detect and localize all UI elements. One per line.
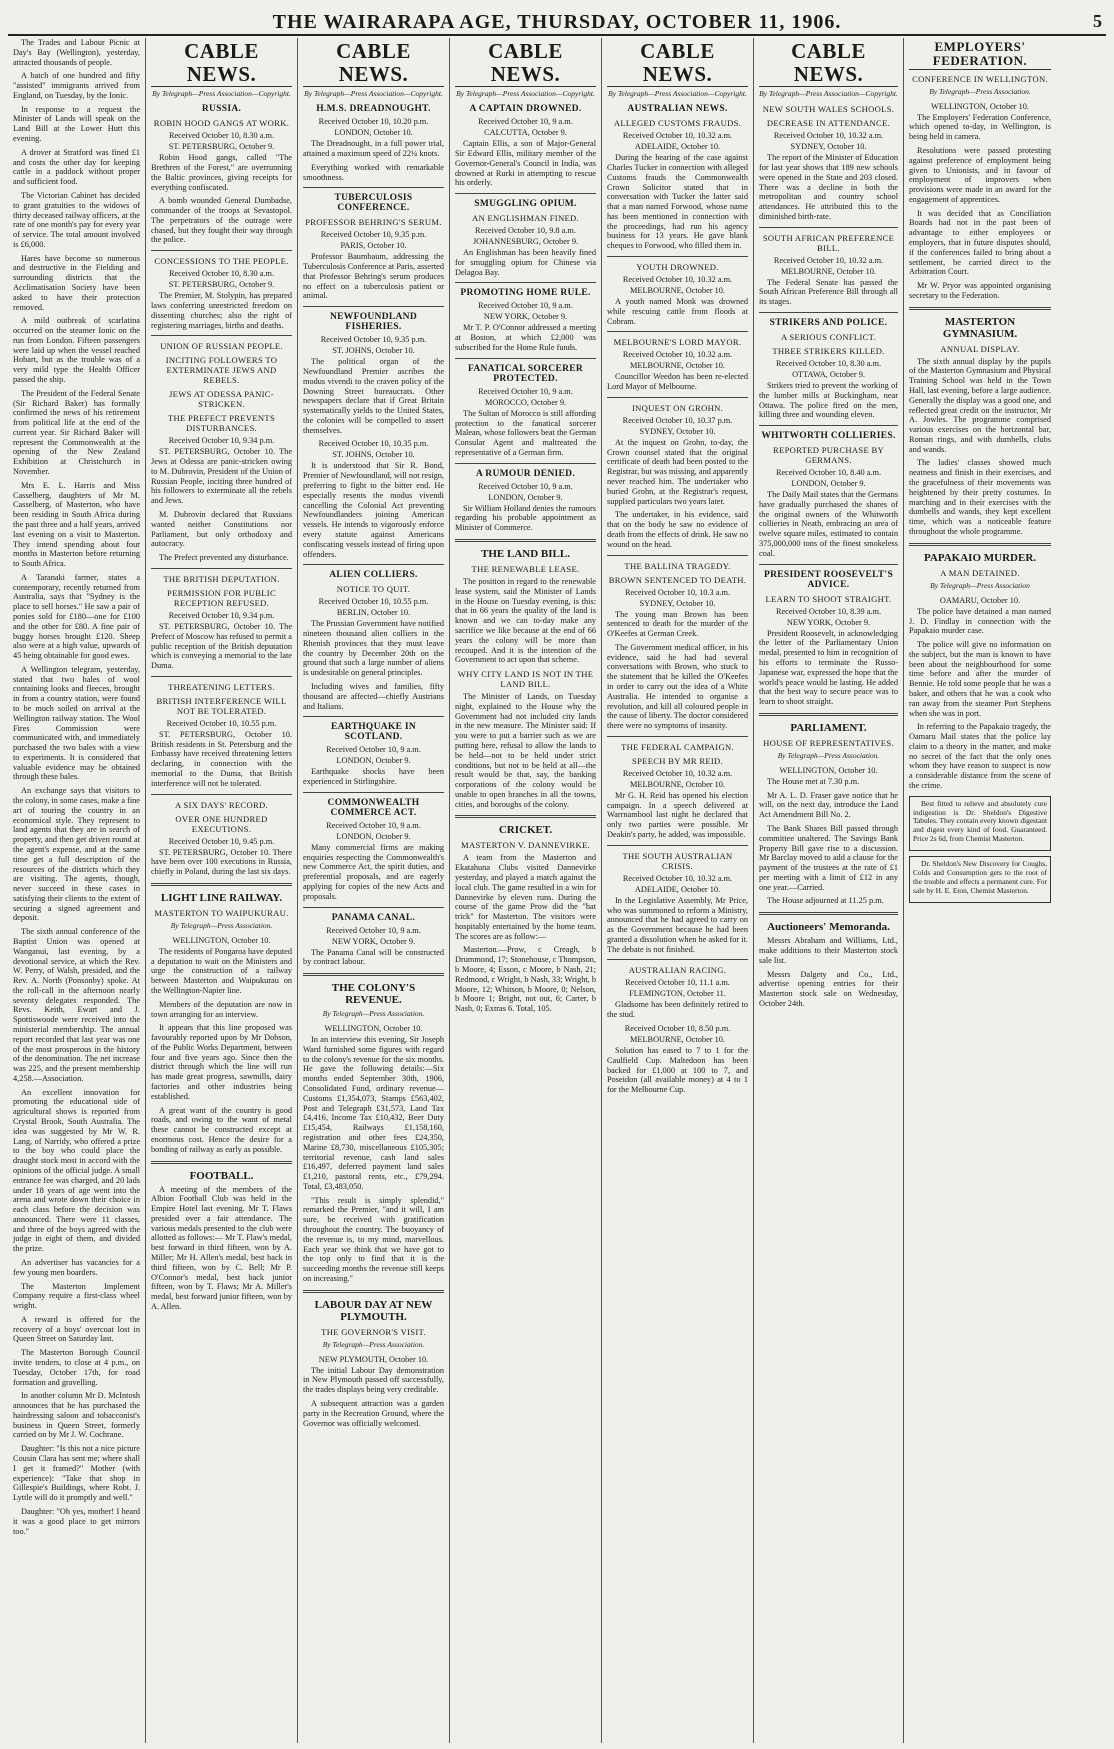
- divider: [607, 256, 748, 257]
- subheading: THE BALLINA TRAGEDY.: [624, 560, 731, 571]
- subheading: OVER ONE HUNDRED EXECUTIONS.: [175, 813, 268, 834]
- section-heading: TUBERCULOSIS CONFERENCE.: [334, 193, 413, 214]
- divider: [759, 564, 898, 565]
- article-text: Everything worked with remarkable smoothness.: [303, 162, 444, 182]
- dateline: JOHANNESBURG, October 9.: [472, 237, 579, 247]
- local-item: A Taranaki farmer, states a contemporary, recently returned from Australia, says that "Sydney is the place to sell horses." He saw a pair of ponies sold for £180—one for £100 and the other for £80. A fine pair of buggy horses brought £120. Sheep also were at a high value, upwards of 45 being obtainable for good ewes.: [13, 572, 140, 661]
- article-text: In an interview this evening, Sir Joseph Ward furnished some figures with regard to the colony's revenue for the six months. He gave the following details:—Six months ended September 30th, 1906, Consolidated Fund, ordinary revenue—Customs £1,354,073, Stamps £563,402, Post and Telegraph £31,573, Land Tax £4,416, Income Tax £10,432, Beer Duty £15,454, Railways £1,158,160, registration and other fees £24,350, Marine £8,730, miscellaneous £105,305; territorial revenue, cash land sales £16,497, deferred payment land sales £1,210, pastoral rents, etc., £79,294. Total, £3,483,050.: [303, 1035, 444, 1191]
- divider: [151, 883, 292, 886]
- article-text: The Government medical officer, in his evidence, said he had had several conversations with Brown, who stuck to the statement that he killed the O'Keefes in order to carry out the idea of a White Australia. He intended to organise a revolution, and kill all coloured people in the cause of liberty. The doctor considered there were no symptoms of insanity.: [607, 642, 748, 731]
- divider: [455, 282, 596, 283]
- subheading: ALLEGED CUSTOMS FRAUDS.: [613, 118, 742, 129]
- section-heading: A CAPTAIN DROWNED.: [469, 104, 582, 115]
- divider: [607, 845, 748, 846]
- divider: [455, 539, 596, 542]
- divider: [759, 425, 898, 426]
- section-heading: A RUMOUR DENIED.: [475, 468, 575, 479]
- article-text: The Dreadnought, in a full power trial, attained a maximum speed of 22¼ knots.: [303, 139, 444, 158]
- subheading: A MAN DETAINED.: [940, 567, 1020, 578]
- received-line: Received October 10, 8.30 a.m.: [168, 269, 275, 279]
- article-text: The political organ of the Newfoundland Premier ascribes the modus vivendi to the craven policy of the Downing Street bureaucrats. Other newspapers declare that if Great Britain systematically yields to the United States, the colonies will be compelled to assert themselves.: [303, 357, 444, 435]
- subheading: ROBIN HOOD GANGS AT WORK.: [153, 118, 290, 129]
- received-line: Received October 10, 9.8 a.m.: [475, 226, 576, 236]
- article-text: Messrs Abraham and Williams, Ltd., make additions to their Masterton stock sale list.: [759, 936, 898, 965]
- article-text: The Bank Shares Bill passed through committee unaltered. The Savings Bank Property Bill gave rise to a discussion. Mr Barclay moved to add a clause for the payment of the trustees at the rate of £1 per meeting with a limit of £12 in any one year.—Carried.: [759, 823, 898, 892]
- subheading: INCITING FOLLOWERS TO EXTERMINATE JEWS AND REBELS.: [165, 355, 278, 386]
- received-line: Received October 10, 9.34 p.m.: [168, 610, 275, 620]
- subheading: CONCESSIONS TO THE PEOPLE.: [154, 256, 289, 267]
- dateline: LONDON, October 9.: [791, 479, 866, 489]
- dateline: LONDON, October 9.: [336, 831, 411, 841]
- dateline: WELLINGTON, October 10.: [172, 935, 271, 945]
- subheading: BROWN SENTENCED TO DEATH.: [608, 574, 747, 585]
- divider: [607, 331, 748, 332]
- section-heading: LABOUR DAY AT NEW PLYMOUTH.: [314, 1298, 433, 1323]
- section-heading: FANATICAL SORCERER PROTECTED.: [467, 363, 584, 384]
- dateline: ST. PETERSBURG, October 9.: [168, 280, 275, 290]
- divider: [151, 250, 292, 251]
- section-heading: PAPAKAIO MURDER.: [923, 551, 1037, 564]
- article-text: Councillor Weedon has been re-elected Lord Mayor of Melbourne.: [607, 372, 748, 392]
- section-heading: Auctioneers' Memoranda.: [767, 921, 890, 934]
- article-text: An Englishman has been heavily fined for smuggling opium for Chinese via Delagoa Bay.: [455, 248, 596, 277]
- subheading: A SERIOUS CONFLICT.: [780, 332, 877, 342]
- section-heading: STRIKERS AND POLICE.: [769, 318, 888, 328]
- received-line: Received October 10, 10.32 a.m.: [773, 255, 884, 265]
- divider: [303, 187, 444, 188]
- received-line: Received October 10, 9.35 p.m.: [320, 230, 427, 240]
- article-text: The Minister of Lands, on Tuesday night, explained to the House why the Government had not included city lands in the new measure. The Minister said: If you were to put a barrier such as we are putting here, refusal to allow the lands to be held—not to be held under strict conditions, but not to be held at all—the result would be that, say, the banking corporations of the colony would be unable to open branches in all the towns, cities, and boroughs of the colony.: [455, 692, 596, 809]
- received-line: Received October 10, 9 a.m.: [478, 301, 573, 311]
- article-text: The House met at 7.30 p.m.: [767, 776, 860, 786]
- subheading: A SIX DAYS' RECORD.: [175, 799, 268, 810]
- received-line: Received October 10, 10.55 p.m.: [318, 597, 429, 607]
- article-text: In the Legislative Assembly, Mr Price, who was summoned to reform a Ministry, announced that he had agreed to carry on as the Government because he had been granted a dissolution when he asked for it. The debate is not finished.: [607, 895, 748, 954]
- article-text: ST. PETERSBURG, October 10. The Jews at Odessa are panic-stricken owing to M. Dubrovin, President of the Union of Russian People, inciting three hundred of his followers to exterminate all the rebels and Jews.: [151, 447, 292, 506]
- article-text: The Sultan of Morocco is still affording protection to the fanatical sorcerer Malean, whose followers beat the German Consular Agent and maltreated the representative of a German firm.: [455, 408, 596, 457]
- article-text: ST. PETERSBURG, October 10. There have been over 100 executions in Russia, chiefly in Poland, during the last six days.: [151, 847, 292, 877]
- subheading: LEARN TO SHOOT STRAIGHT.: [765, 593, 892, 604]
- article-text: The Employers' Federation Conference, which opened to-day, in Wellington, is being held in camera.: [909, 112, 1051, 142]
- divider: [607, 397, 748, 398]
- local-item: The Trades and Labour Picnic at Day's Bay (Wellington), yesterday, attracted thousands of people.: [13, 38, 140, 67]
- article-text: The Daily Mail states that the Germans have gradually purchased the shares of the original owners of the Whitworth collieries in Neath, embracing an area of twelve square miles, estimated to contain 375,000,000 tons of the finest smokeless coal.: [759, 490, 898, 558]
- section-heading: SMUGGLING OPIUM.: [474, 199, 577, 210]
- column-cable-news-world: [298, 38, 450, 1743]
- column-employers-federation: [904, 38, 1056, 1743]
- article-text: Resolutions were passed protesting against preference of employment being given to Unionists, and in favour of employment of improvers when provisions were made in an award for the engagement of apprentices.: [909, 145, 1051, 204]
- column-heading: CABLE NEWS.: [303, 40, 444, 87]
- article-text: The report of the Minister of Education for last year shows that 189 new schools were opened in the State and 203 closed. There was a decline in both the metropolitan and country school attendances. He attributed this to the diminished birth-rate.: [759, 153, 898, 221]
- section-heading: WHITWORTH COLLIERIES.: [761, 431, 896, 442]
- section-heading: PARLIAMENT.: [790, 721, 867, 734]
- subheading: THE FEDERAL CAMPAIGN.: [621, 741, 734, 752]
- dateline: MELBOURNE, October 10.: [630, 1035, 725, 1045]
- divider: [303, 907, 444, 908]
- dateline: MELBOURNE, October 10.: [630, 286, 725, 295]
- dateline: NEW YORK, October 9.: [483, 312, 568, 322]
- divider: [455, 815, 596, 818]
- subheading: AUSTRALIAN RACING.: [628, 965, 727, 976]
- dateline: NEW YORK, October 9.: [786, 617, 871, 627]
- local-item: An exchange says that visitors to the colony, in some cases, make a fine art of touring the country in an economical style. They represent to land agents that they are in search of property, and then get driven round at the agent's expense, and at the same time get a full description of the resources of the districts which they are visiting. The agents, though, never succeed in these cases in satisfying their clients to the extent of securing a signed agreement and deposit.: [13, 786, 140, 923]
- subheading: DECREASE IN ATTENDANCE.: [766, 118, 891, 129]
- section-heading: CRICKET.: [498, 824, 553, 837]
- article-text: Solution has eased to 7 to 1 for the Caulfield Cup. Maltedoon has been backed for £1,000 at 100 to 7, and Poseidon (all available money) at 4 to 1 for the Melbourne Cup.: [607, 1046, 748, 1095]
- advertisement: [909, 796, 1051, 852]
- local-item: The President of the Federal Senate (Sir Richard Baker) has formally confirmed the news of his retirement from political life at the end of the current year. Sir Richard Baker will represent the Commonwealth at the opening of the New Zealand Exhibition at Christchurch in November.: [13, 388, 140, 477]
- dateline: ST. JOHNS, October 10.: [332, 346, 415, 356]
- divider: [303, 1290, 444, 1293]
- dateline: MOROCCO, October 9.: [484, 397, 567, 407]
- subheading: YOUTH DROWNED.: [636, 262, 719, 272]
- column-heading: CABLE NEWS.: [759, 40, 898, 87]
- article-text: Many commercial firms are making enquiries respecting the Commonwealth's new Commerce Act, the spirit duties, and preferential proposals, and are eagerly applying for copies of the new Acts and proposals.: [303, 842, 444, 901]
- local-item: An excellent innovation for promoting the educational side of agricultural shows is reported from Crystal Brook, South Australia. The idea was suggested by Mr W. R. Lang, of Narridy, who offered a prize to the boy who could place the draught stock most in accord with the opinions of the official judge. A small entrance fee was charged, and 20 lads under 18 years of age went into the arena and wrote down their choice in each class before the decision was announced. There were 11 classes, and three of the boys agreed with the judge in eight of them, and divided the prize.: [13, 1087, 140, 1254]
- dateline: ST. JOHNS, October 10.: [332, 450, 415, 460]
- received-line: Received October 10, 9 a.m.: [478, 117, 573, 127]
- received-line: Received October 10, 10.35 p.m.: [318, 439, 429, 449]
- article-text: President Roosevelt, in acknowledging the letter of the Parliamentary Union medal, presented to him in recognition of his efforts to terminate the Russo-Japanese war, expressed the hope that the world's peace would be lasting. He added that the best way to secure peace was to learn to shoot straight.: [759, 628, 898, 707]
- article-text: The police have detained a man named J. D. Findlay in connection with the Papakaio murder case.: [909, 606, 1051, 636]
- dateline: LONDON, October 9.: [336, 756, 411, 766]
- received-line: Received October 10, 11.1 a.m.: [625, 978, 730, 988]
- article-text: The residents of Pongaroa have deputed a deputation to wait on the Ministers and urge the construction of a railway between Masterton and Waipukurau on the Wellington-Napier line.: [151, 946, 292, 995]
- article-text: Robin Hood gangs, called "The Brethren of the Forest," are overrunning the Baltic provinces, giving receipts for everything confiscated.: [151, 153, 292, 192]
- article-text: Members of the deputation are now in town arranging for an interview.: [151, 999, 292, 1019]
- dateline: OTTAWA, October 9.: [792, 370, 865, 379]
- credit-line: By Telegraph—Press Association—Copyright.: [608, 89, 747, 99]
- local-item: In another column Mr D. McIntosh announces that he has purchased the hairdressing saloon and tobacconist's business in Queen Street, formerly carried on by Mr J. W. Cochrane.: [13, 1391, 140, 1440]
- divider: [151, 676, 292, 677]
- credit-line: By Telegraph—Press Association.: [322, 1009, 425, 1019]
- subheading: MASTERTON V. DANNEVIRKE.: [461, 840, 590, 851]
- dateline: LONDON, October 9.: [488, 492, 563, 502]
- local-item: The Masterton Borough Council invite tenders, to close at 4 p.m., on Tuesday, October 17th, for road formation and gravelling.: [13, 1348, 140, 1387]
- dateline: ADELAIDE, October 10.: [634, 884, 721, 894]
- divider: [607, 555, 748, 556]
- section-heading: COMMONWEALTH COMMERCE ACT.: [327, 797, 420, 818]
- newspaper-title: THE WAIRARAPA AGE, THURSDAY, OCTOBER 11, 1906.: [272, 11, 842, 33]
- article-text: In referring to the Papakaio tragedy, the Oamaru Mail states that the police lay claim to a theory in the matter, and make no secret of the fact that the only ones whom they have reason to suspect is now a considerable distance from the scene of the crime.: [909, 722, 1051, 790]
- subheading: CONFERENCE IN WELLINGTON.: [912, 73, 1048, 84]
- divider: [303, 564, 444, 565]
- subheading: THE PREFECT PREVENTS DISTURBANCES.: [167, 413, 276, 434]
- page-number: 5: [1093, 11, 1102, 31]
- received-line: Received October 10, 10.20 p.m.: [318, 117, 429, 127]
- received-line: Received October 10, 10.32 a.m.: [773, 131, 884, 141]
- article-text: The young man Brown has been sentenced to death for the murder of the O'Keefes at German Creek.: [607, 609, 748, 639]
- section-heading: PANAMA CANAL.: [331, 912, 416, 923]
- divider: [455, 193, 596, 194]
- credit-line: By Telegraph—Press Association.: [322, 1339, 425, 1349]
- received-line: Received October 10, 10.55 p.m.: [166, 718, 277, 728]
- received-line: Received October 10, 9 a.m.: [478, 386, 573, 396]
- article-text: A meeting of the members of the Albion Football Club was held in the Empire Hotel last evening. Mr T. Flaws presided over a fair attendance. The various medals presented to the club were allotted as follows:— Mr T. Flaw's medal, best forward in third fifteen, won by A. Miller; Mr H. Allen's medal, best back in third fifteen, won by C. Bell; Mr P. O'Connor's medal, best back junior fifteen, won by T. Flaws; Mr A. Miller's medal, best forward junior fifteen, won by A. Allen.: [151, 1184, 292, 1311]
- divider: [151, 794, 292, 795]
- dateline: PARIS, October 10.: [340, 241, 407, 251]
- article-text: ST. PETERSBURG, October 10. The Prefect of Moscow has refused to permit a public reception of the British deputation which is conveying a memorial to the late Duma.: [151, 621, 292, 671]
- article-text: The position in regard to the renewable lease system, said the Minister of Lands in the House on Tuesday evening, is this: that in 66 years the quality of the land is known and we can to-day make any sacrifice we like because at the end of 66 years the colony will be more than recouped. And it is the intention of the Government to act upon that scheme.: [455, 577, 596, 665]
- local-item: Hares have become so numerous and destructive in the Fielding and surrounding districts that the Acclimatisation Society have been asked to have their protection removed.: [13, 253, 140, 312]
- divider: [759, 912, 898, 915]
- dateline: BERLIN, October 10.: [336, 608, 411, 618]
- dateline: OAMARU, October 10.: [939, 595, 1021, 605]
- credit-line: By Telegraph—Press Association.: [170, 920, 273, 930]
- subheading: REPORTED PURCHASE BY GERMANS.: [772, 445, 884, 466]
- article-text: At the inquest on Grohn, to-day, the Crown counsel stated that the original certificate of death had been posted to the Registrar, but was missing, and apparently never reached him. The undertaker who buried Grohn, at the Registrar's request, supplied particulars two years later.: [607, 437, 748, 506]
- column-heading: CABLE NEWS.: [607, 40, 748, 87]
- subheading: THE GOVERNOR'S VISIT.: [321, 1326, 426, 1337]
- subheading: PERMISSION FOR PUBLIC RECEPTION REFUSED.: [167, 587, 276, 608]
- ad-text: Best fitted to relieve and absolutely cure indigestion is Dr. Sheldon's Digestive Tabules. They contain every known digestant and digest every kind of food. Guaranteed. Price 2s 6d, from Chemist Masterton.: [913, 798, 1047, 843]
- section-heading: EARTHQUAKE IN SCOTLAND.: [330, 722, 417, 743]
- subheading: UNION OF RUSSIAN PEOPLE.: [160, 341, 283, 352]
- section-heading: THE COLONY'S REVENUE.: [331, 982, 416, 1007]
- article-text: The ladies' classes showed much neatness and finish in their exercises, and the gracefulness of their movements was heightened by their pretty costumes. In marching and in their exercises with the dumbells and wands, they kept excellent time, which was a noticeable feature throughout the whole programme.: [909, 458, 1051, 536]
- dateline: ADELAIDE, October 10.: [634, 142, 721, 152]
- subheading: HOUSE OF REPRESENTATIVES.: [763, 737, 894, 748]
- divider: [909, 543, 1051, 546]
- article-text: The Prussian Government have notified nineteen thousand alien colliers in the Rhenish provinces that they must leave the country by December 20th on the ground that such a large number of aliens is undesirable on general principles.: [303, 619, 444, 678]
- advertisement: [909, 856, 1051, 903]
- section-heading: PRESIDENT ROOSEVELT'S ADVICE.: [763, 569, 894, 590]
- dateline: WELLINGTON, October 10.: [324, 1024, 423, 1034]
- subheading: AN ENGLISHMAN FINED.: [472, 213, 579, 224]
- article-text: Messrs Dalgety and Co., Ltd., advertise opening entries for their Masterton stock sale on Wednesday, October 24th.: [759, 969, 898, 1008]
- local-item: A Wellington telegram, yesterday, stated that two bales of wool containing looks and fleeces, brought in from a country station, were found to be much soiled on arrival at the Wellington railway station. The Wool Fires Commission were communicated with, and immediately purchased the two bales with a view to experiments. It is considered that valuable evidence may be obtained through these bales.: [13, 664, 140, 782]
- article-text: The Federal Senate has passed the South African Preference Bill through all its stages.: [759, 277, 898, 307]
- section-heading: LIGHT LINE RAILWAY.: [160, 891, 283, 904]
- local-item: Daughter: "Oh yes, mother! I heard it was a good place to get mirrors too.": [13, 1506, 140, 1536]
- received-line: Received October 10, 9.34 p.m.: [168, 436, 275, 446]
- subheading: THE BRITISH DEPUTATION.: [163, 573, 280, 584]
- article-text: Gladsome has been definitely retired to the stud.: [607, 1000, 748, 1020]
- local-item: The Masterton Implement Company require a first-class wheel wright.: [13, 1281, 140, 1311]
- article-text: Mr W. Pryor was appointed organising secretary to the Federation.: [909, 281, 1051, 300]
- credit-line: By Telegraph—Press Association—Copyright.: [304, 89, 443, 99]
- column-cable-news-misc: [450, 38, 602, 1743]
- article-text: The Prefect prevented any disturbance.: [159, 553, 289, 563]
- dateline: SYDNEY, October 10.: [639, 426, 716, 436]
- divider: [759, 312, 898, 313]
- divider: [303, 973, 444, 976]
- credit-line: By Telegraph—Press Association—Copyright.: [759, 89, 898, 99]
- section-heading: ALIEN COLLIERS.: [329, 570, 418, 581]
- article-text: A team from the Masterton and Ekatahuna Clubs visited Dannevirke yesterday, and played a match against the local club. The game resulted in a win for Dannevirke by eleven runs. During the course of the game Prow did the "hat trick" for Masterton. The visitors were hospitably entertained by the home team. The scores are as follow:—: [455, 853, 596, 941]
- subheading: WHY CITY LAND IS NOT IN THE LAND BILL.: [457, 669, 594, 690]
- local-item: Mrs E. L. Harris and Miss Casselberg, daughters of Mr M. Casselberg, of Masterton, who have been residing in South Africa during the past three and a half years, arrived last evening on a visit to Masterton. They intend spending about four months in Masterton before returning to South Africa.: [13, 480, 140, 569]
- masthead: [8, 8, 1106, 36]
- credit-line: By Telegraph—Press Association—Copyright.: [152, 89, 291, 99]
- article-text: Including wives and families, fifty thousand are affected—chiefly Austrians and Italians.: [303, 681, 444, 711]
- article-text: M. Dubrovin declared that Russians wanted neither Constitutions nor Parliament, but only orthodoxy and autocracy.: [151, 510, 292, 549]
- divider: [455, 463, 596, 464]
- local-item: A drover at Stratford was fined £1 and costs the other day for keeping cattle in a paddock without proper and sufficient food.: [13, 147, 140, 187]
- received-line: Received October 10, 10.32 a.m.: [622, 768, 733, 778]
- article-text: It appears that this line proposed was favourably reported upon by Mr Dobson, of the Public Works Department, between four and five years ago. Since then the district through which the line will run has made great progress, sawmills, dairy factories and other industries being established.: [151, 1023, 292, 1101]
- dateline: MELBOURNE, October 10.: [630, 779, 725, 789]
- divider: [303, 716, 444, 717]
- subheading: SPEECH BY MR REID.: [631, 755, 724, 766]
- subheading: THE RENEWABLE LEASE.: [471, 564, 580, 575]
- subheading: ANNUAL DISPLAY.: [940, 343, 1020, 354]
- received-line: Received October 10, 9.45 p.m.: [168, 836, 275, 846]
- received-line: Received October 10, 10.37 p.m.: [622, 415, 733, 425]
- section-heading: H.M.S. DREADNOUGHT.: [316, 104, 431, 115]
- received-line: Received October 10, 8.40 a.m.: [775, 468, 882, 478]
- subheading: MASTERTON TO WAIPUKURAU.: [154, 907, 289, 918]
- section-heading: NEWFOUNDLAND FISHERIES.: [330, 312, 417, 333]
- received-line: Received October 10, 10.32 a.m.: [622, 131, 733, 141]
- divider: [151, 1161, 292, 1164]
- local-item: Daughter: "Is this not a nice picture Cousin Clara has sent me; where shall I get it framed?" Mother (with experience): "Take that shop in Gillespie's Buildings, where Robt. J. Lyttle will do it promptly and well.": [13, 1444, 140, 1503]
- article-text: A bomb wounded General Dumbadse, commander of the troops at Sevastopol. The perpetrators of the outrage were chased, but they fought their way through the police.: [151, 196, 292, 245]
- article-text: The House adjourned at 11.25 p.m.: [767, 896, 884, 906]
- divider: [607, 959, 748, 960]
- newspaper-page: [8, 38, 1106, 1743]
- article-text: Captain Ellis, a son of Major-General Sir Edward Ellis, military member of the Governor-General's Council in India, was drowned at Rurki in attempting to rescue his orderly.: [455, 139, 596, 188]
- local-item: The sixth annual conference of the Baptist Union was opened at Wanganui, last evening, by a devotional service, at which the Rev. W. Perry, of Walsh, presided, and the Rev. A. North (Ponsonby) spoke. At the roll-call in the afternoon nearly seventy delegates responded. The Revs. Keith, Ewart and J. Spottiswoode were received into the ministerial membership. The annual report recorded that last year was one of the most prosperous in the history of the denomination. The net increase was 225, and the present membership 4,258.—Association.: [13, 927, 140, 1083]
- credit-line: By Telegraph—Press Association: [930, 580, 1030, 590]
- subheading: THE SOUTH AUSTRALIAN CRISIS.: [622, 850, 733, 871]
- article-text: Mr T. P. O'Connor addressed a meeting at Boston, at which £2,000 was subscribed for the Home Rule funds.: [455, 323, 596, 352]
- article-text: It was decided that as Conciliation Boards had not in the past been of advantage to either employees or employers, that in future disputes should, if the conferences failed to bring about a settlement, be carried direct to the Arbitration Court.: [909, 208, 1051, 277]
- article-text: A great want of the country is good roads, and owing to the want of metal these cannot be constructed except at enormous cost. Hence the desire for a bonding of railway as early as possible.: [151, 1105, 292, 1154]
- article-text: The initial Labour Day demonstration in New Plymouth passed off successfully, the trades displays being very creditable.: [303, 1365, 444, 1395]
- column-heading: EMPLOYERS' FEDERATION.: [909, 40, 1051, 70]
- received-line: Received October 10, 9 a.m.: [478, 481, 573, 491]
- received-line: Received October 10, 9 a.m.: [326, 820, 421, 830]
- article-text: The sixth annual display by the pupils of the Masterton Gymnasium and Physical Training School was held in the Town Hall, last evening, before a large audience. Generally the display was a good one, and reflected great credit on the instructor, Mr A. Jowles. The programme comprised various exercises on the horizontal bar, Roman rings, and with dumbells, clubs and wands.: [909, 356, 1051, 454]
- article-text: Mr A. L. D. Fraser gave notice that he will, on the next day, introduce the Land Act Amendment Bill No. 2.: [759, 790, 898, 820]
- article-text: The police will give no information on the subject, but the man is known to have been about the neighbourhood for some time before and after the murder of Bennie. He told some people that he was a baker, and others that he was a cook who ran away from the steamer Port Stephens when she was in port.: [909, 640, 1051, 718]
- article-text: Earthquake shocks have been experienced in Stirlingshire.: [303, 767, 444, 787]
- dateline: NEW PLYMOUTH, October 10.: [318, 1354, 429, 1364]
- received-line: Received October 10, 8.39 a.m.: [775, 606, 882, 616]
- section-heading: THE LAND BILL.: [481, 548, 570, 561]
- local-item: A mild outbreak of scarlatina occurred on the steamer Ionic on the run from London. Fifteen passengers were laid up when the vessel reached Hobart, but as the trouble was of a very mild type the Health Officer passed the ship.: [13, 316, 140, 384]
- dateline: MELBOURNE, October 10.: [630, 361, 725, 371]
- local-item: The Victorian Cabinet has decided to grant gratuities to the widows of thirty deceased railway officers, at the rate of one month's pay for every year of service. The total amount involved is £6,000.: [13, 190, 140, 249]
- credit-line: By Telegraph—Press Association—Copyright.: [456, 89, 595, 99]
- divider: [455, 358, 596, 359]
- divider: [303, 792, 444, 793]
- divider: [759, 713, 898, 716]
- local-item: An advertiser has vacancies for a few young men boarders.: [13, 1257, 140, 1277]
- article-text: The undertaker, in his evidence, said that on the body he saw no evidence of death from the effects of drink. He saw no wound on the head.: [607, 510, 748, 549]
- divider: [303, 306, 444, 307]
- local-item: A reward is offered for the recovery of a boys' overcoat lost in Queen Street on Saturday last.: [13, 1314, 140, 1344]
- section-heading: AUSTRALIAN NEWS.: [627, 104, 728, 115]
- received-line: Received October 10, 9 a.m.: [326, 925, 421, 935]
- credit-line: By Telegraph—Press Association.: [777, 750, 880, 760]
- column-heading: CABLE NEWS.: [455, 40, 596, 87]
- subheading: SOUTH AFRICAN PREFERENCE BILL.: [762, 232, 895, 253]
- subheading: NEW SOUTH WALES SCHOOLS.: [762, 104, 895, 115]
- received-line: Received October 10, 10.3 a.m.: [624, 587, 731, 597]
- subheading: MELBOURNE'S LORD MAYOR.: [613, 337, 742, 348]
- section-heading: RUSSIA.: [201, 104, 242, 115]
- article-text: ST. PETERSBURG, October 10. British residents in St. Petersburg and the Embassy have received threatening letters declaring, in connection with the memorial to the Duma, that British interference will not be tolerated.: [151, 729, 292, 788]
- column-local-news: [8, 38, 146, 1743]
- dateline: LONDON, October 10.: [334, 128, 413, 138]
- dateline: FLEMINGTON, October 11.: [629, 989, 726, 999]
- article-text: It is understood that Sir R. Bond, Premier of Newfoundland, will not resign, preferring to fight to the bitter end. He especially resents the modus vivendi cancelling the Colonial Act preventing Newfoundlanders joining American vessels. He intends to vigorously enforce every statute against Americans confiscating vessels instead of firing upon offenders.: [303, 461, 444, 559]
- divider: [151, 335, 292, 336]
- received-line: Received October 10, 10.32 a.m.: [622, 873, 733, 883]
- column-australian-news: [602, 38, 754, 1743]
- ad-text: Dr. Sheldon's New Discovery for Coughs, Colds and Consumption gets to the root of the trouble and effects a permanent cure. For sale by H. E. Eton, Chemist Masterton.: [913, 859, 1047, 895]
- dateline: NEW YORK, October 9.: [331, 936, 416, 946]
- column-heading: CABLE NEWS.: [151, 40, 292, 87]
- article-text: Masterton.—Prow, c Creagh, b Drummond, 17; Stonehouse, c Thompson, b Moore, 4; Esson, c Moore, b Nash, 21; Redmond, c Wright, b Nash, 33; Wright, b Moore, 12; Whitson, b Moore, 0; Nelson, b Moore 1; Bright, not out, 6; Carter, b Nash, 0; Extras 6. Total, 105.: [455, 945, 596, 1014]
- dateline: ST. PETERSBURG, October 9.: [168, 142, 275, 152]
- dateline: WELLINGTON, October 10.: [931, 101, 1029, 111]
- article-text: A youth named Monk was drowned while rescuing cattle from floods at Cobram.: [607, 297, 748, 326]
- dateline: MELBOURNE, October 10.: [781, 266, 876, 276]
- received-line: Received October 10, 8.30 a.m.: [775, 359, 882, 368]
- subheading: THREE STRIKERS KILLED.: [772, 346, 885, 356]
- section-heading: MASTERTON GYMNASIUM.: [942, 315, 1018, 340]
- divider: [151, 568, 292, 569]
- received-line: Received October 10, 8.50 p.m.: [624, 1024, 731, 1034]
- article-text: The Premier, M. Stolypin, has prepared laws conferring unrestricted freedom on dissenting churches; also the right of registering marriages, births and deaths.: [151, 291, 292, 330]
- column-cable-news-nsw: [754, 38, 904, 1743]
- article-text: A subsequent attraction was a garden party in the Recreation Ground, where the Governor was officially welcomed.: [303, 1399, 444, 1428]
- local-item: A batch of one hundred and fifty "assisted" immigrants arrived from England, on Tuesday, by the Ionic.: [13, 71, 140, 100]
- subheading: NOTICE TO QUIT.: [336, 584, 411, 595]
- subheading: BRITISH INTERFERENCE WILL NOT BE TOLERATED.: [156, 695, 287, 716]
- subheading: PROFESSOR BEHRING'S SERUM.: [305, 217, 442, 228]
- divider: [607, 736, 748, 737]
- credit-line: By Telegraph—Press Association.: [929, 86, 1031, 96]
- divider: [759, 227, 898, 228]
- article-text: Professor Baumbaum, addressing the Tuberculosis Conference at Paris, asserted that Professor Behring's serum produces no effect on a tuberculosis patient or animal.: [303, 252, 444, 301]
- subheading: THREATENING LETTERS.: [168, 681, 275, 692]
- received-line: Received October 10, 8.30 a.m.: [168, 131, 275, 141]
- divider: [909, 307, 1051, 310]
- article-text: Strikers tried to prevent the working of the lumber mills at Buckingham, near Ottawa. The police fired on the men, killing three and wounding eleven.: [759, 381, 898, 420]
- subheading: JEWS AT ODESSA PANIC-STRICKEN.: [169, 389, 274, 410]
- article-text: Mr G. H. Reid has opened his election campaign. In a speech delivered at Warrnambool last night he declared that only two parties were possible. Mr Deakin's party, he added, was impossible.: [607, 790, 748, 839]
- local-item: In response to a request the Minister of Lands will speak on the Land Bill at the Lower Hutt this evening.: [13, 104, 140, 144]
- article-text: The Panama Canal will be constructed by contract labour.: [303, 947, 444, 967]
- received-line: Received October 10, 9 a.m.: [326, 745, 421, 755]
- received-line: Received October 10, 9.35 p.m.: [320, 335, 427, 345]
- dateline: WELLINGTON, October 10.: [779, 765, 878, 775]
- received-line: Received October 10, 10.32 a.m.: [622, 350, 733, 360]
- article-text: Sir William Holland denies the rumours regarding his probable appointment as Minister of Commerce.: [455, 503, 596, 533]
- subheading: INQUEST ON GROHN.: [631, 402, 724, 413]
- column-cable-news-russia: [146, 38, 298, 1743]
- received-line: Received October 10, 10.32 a.m.: [622, 275, 733, 284]
- dateline: SYDNEY, October 10.: [639, 598, 716, 608]
- dateline: SYDNEY, October 10.: [790, 142, 867, 152]
- article-text: "This result is simply splendid," remarked the Premier, "and it will, I am sure, be received with gratification throughout the country. The buoyancy of the revenue is, to my mind, marvellous. Each year we think that we have got to the top only to find that it is the succeeding months the revenue still keeps on increasing.": [303, 1195, 444, 1283]
- dateline: CALCUTTA, October 9.: [484, 128, 567, 138]
- section-heading: FOOTBALL.: [189, 1169, 254, 1182]
- article-text: During the hearing of the case against Charles Tucker in connection with alleged Customs frauds the Commonwealth Crown Solicitor stated that in conversation with Tucker the latter said that a man named Forwood, whose name has been mentioned in connection with the proceedings, had run his agency business for 13 years. He gave blank cheques to Forwood, who filled them in.: [607, 153, 748, 251]
- section-heading: PROMOTING HOME RULE.: [460, 288, 591, 299]
